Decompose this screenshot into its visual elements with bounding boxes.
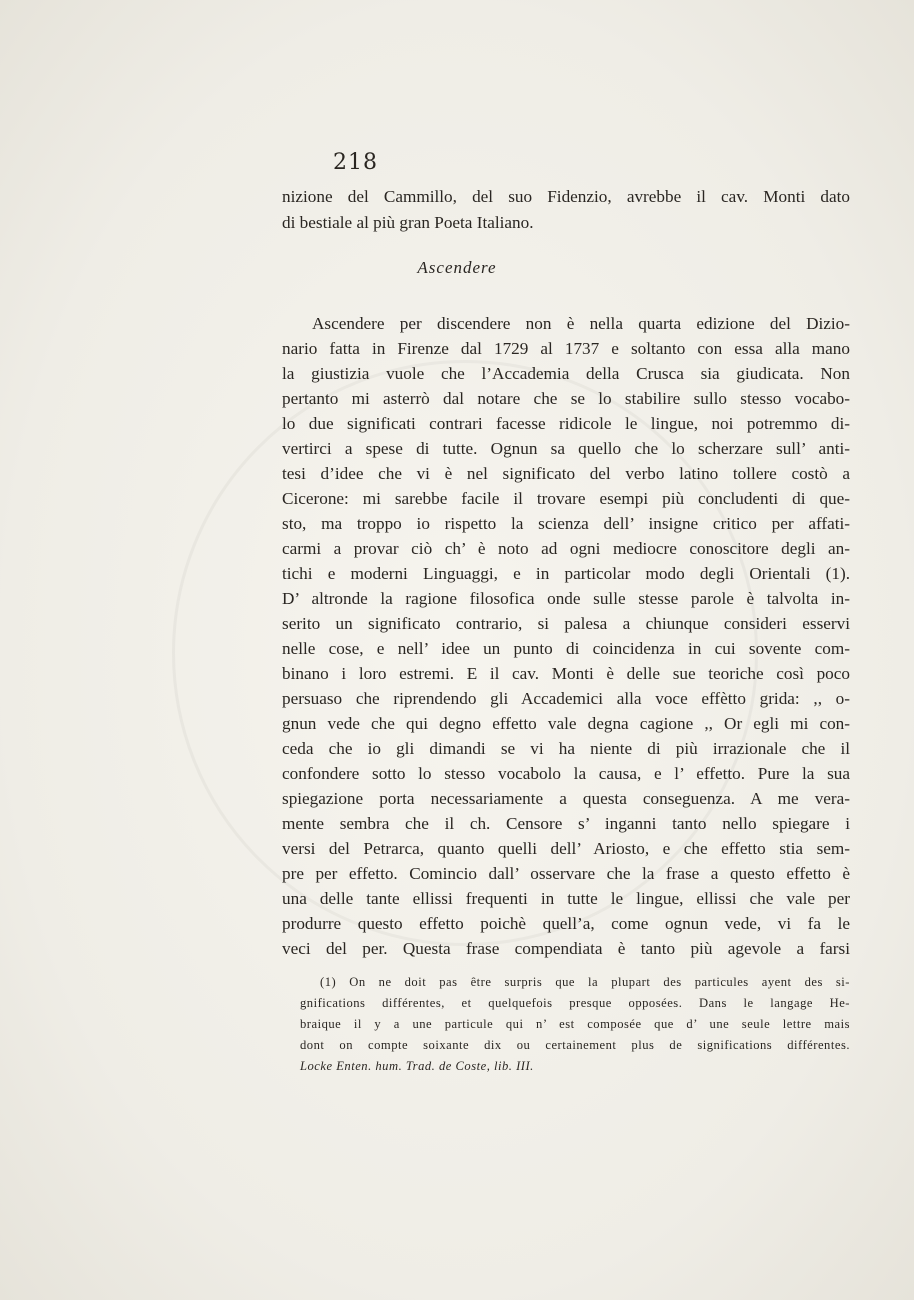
continuation-line: nizione del Cammillo, del suo Fidenzio, avrebbe il cav. Monti dato bbox=[282, 187, 850, 206]
footnote-citation: Locke Enten. hum. Trad. de Coste, lib. III. bbox=[300, 1059, 534, 1073]
page-number: 218 bbox=[333, 150, 378, 175]
body-line: nelle cose, e nell’ idee un punto di coincidenza in cui sovente com- bbox=[282, 639, 850, 658]
body-line: nario fatta in Firenze dal 1729 al 1737 e soltanto con essa alla mano bbox=[282, 339, 850, 358]
body-line: produrre questo effetto poichè quell’a, come ognun vede, vi fa le bbox=[282, 914, 850, 933]
body-line: mente sembra che il ch. Censore s’ inganni tanto nello spiegare i bbox=[282, 814, 850, 833]
body-line: gnun vede che qui degno effetto vale degna cagione ,, Or egli mi con- bbox=[282, 714, 850, 733]
body-line: lo due significati contrari facesse ridicole le lingue, noi potremmo di- bbox=[282, 414, 850, 433]
continuation-line: di bestiale al più gran Poeta Italiano. bbox=[282, 213, 534, 232]
body-line: D’ altronde la ragione filosofica onde sulle stesse parole è talvolta in- bbox=[282, 589, 850, 608]
body-line: carmi a provar ciò ch’ è noto ad ogni mediocre conoscitore degli an- bbox=[282, 539, 850, 558]
body-line: versi del Petrarca, quanto quelli dell’ Ariosto, e che effetto stia sem- bbox=[282, 839, 850, 858]
footnote-line: (1) On ne doit pas être surpris que la plupart des particules ayent des si- bbox=[320, 975, 850, 989]
body-line: pre per effetto. Comincio dall’ osservare che la frase a questo effetto è bbox=[282, 864, 850, 883]
body-line: pertanto mi asterrò dal notare che se lo stabilire sullo stesso vocabo- bbox=[282, 389, 850, 408]
body-line: binano i loro estremi. E il cav. Monti è delle sue teoriche così poco bbox=[282, 664, 850, 683]
body-line: tichi e moderni Linguaggi, e in particolar modo degli Orientali (1). bbox=[282, 564, 850, 583]
body-line: spiegazione porta necessariamente a questa conseguenza. A me vera- bbox=[282, 789, 850, 808]
body-line: Ascendere per discendere non è nella quarta edizione del Dizio- bbox=[312, 314, 850, 333]
body-line: confondere sotto lo stesso vocabolo la causa, e l’ effetto. Pure la sua bbox=[282, 764, 850, 783]
footnote-line: gnifications différentes, et quelquefois presque opposées. Dans le langage He- bbox=[300, 996, 850, 1010]
body-line: tesi d’idee che vi è nel significato del verbo latino tollere costò a bbox=[282, 464, 850, 483]
body-line: ceda che io gli dimandi se vi ha niente di più irrazionale che il bbox=[282, 739, 850, 758]
body-line: una delle tante ellissi frequenti in tutte le lingue, ellissi che vale per bbox=[282, 889, 850, 908]
footnote-line: dont on compte soixante dix ou certainement plus de significations différentes. bbox=[300, 1038, 850, 1052]
section-title: Ascendere bbox=[417, 258, 497, 277]
body-line: veci del per. Questa frase compendiata è tanto più agevole a farsi bbox=[282, 939, 850, 958]
body-line: vertirci a spese di tutte. Ognun sa quello che lo scherzare sull’ anti- bbox=[282, 439, 850, 458]
body-line: persuaso che riprendendo gli Accademici alla voce effètto grida: ,, o- bbox=[282, 689, 850, 708]
body-line: la giustizia vuole che l’Accademia della Crusca sia giudicata. Non bbox=[282, 364, 850, 383]
body-line: sto, ma troppo io rispetto la scienza dell’ insigne critico per affati- bbox=[282, 514, 850, 533]
body-line: serito un significato contrario, si palesa a chiunque consideri esservi bbox=[282, 614, 850, 633]
body-line: Cicerone: mi sarebbe facile il trovare esempi più concludenti di que- bbox=[282, 489, 850, 508]
footnote-line: braique il y a une particule qui n’ est composée que d’ une seule lettre mais bbox=[300, 1017, 850, 1031]
